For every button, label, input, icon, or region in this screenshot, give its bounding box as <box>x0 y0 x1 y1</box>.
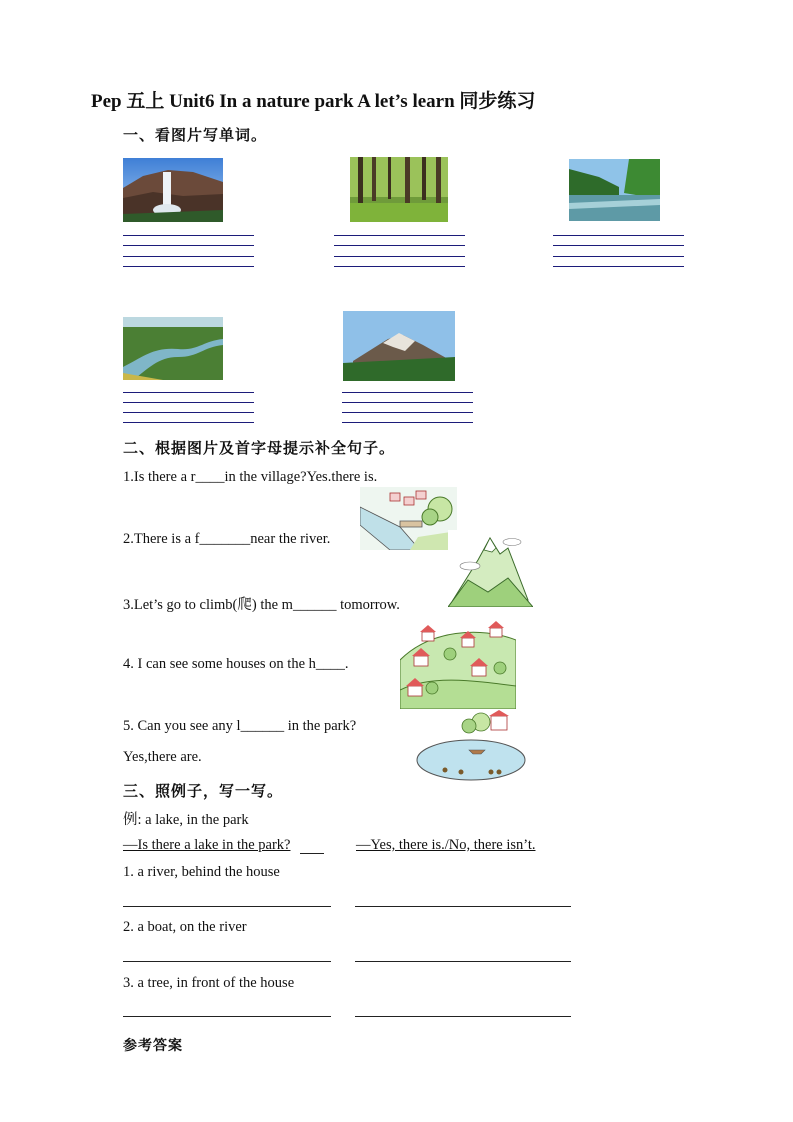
exercise-2: 2. a boat, on the river <box>123 919 247 935</box>
question-4: 4. I can see some houses on the h____. <box>123 656 349 672</box>
question-2: 2.There is a f_______near the river. <box>123 531 331 547</box>
question-5: 5. Can you see any l______ in the park? <box>123 718 357 734</box>
exercise-3: 3. a tree, in front of the house <box>123 975 295 991</box>
forest-picture <box>350 157 448 222</box>
village-river-picture <box>360 487 457 550</box>
question-5-answer: Yes,there are. <box>123 749 202 765</box>
section3-heading: 三、照例子，写一写。 <box>123 782 284 800</box>
exercise-1: 1. a river, behind the house <box>123 864 280 880</box>
example-label: 例: a lake, in the park <box>123 812 249 828</box>
park-lake-picture <box>415 710 527 782</box>
section2-heading: 二、根据图片及首字母提示补全句子。 <box>123 439 396 457</box>
section1-heading: 一、看图片写单词。 <box>123 126 268 144</box>
example-question: —Is there a lake in the park? <box>123 837 291 853</box>
mountain-picture <box>343 311 455 381</box>
question-1: 1.Is there a r____in the village?Yes.there is. <box>123 469 378 485</box>
example-answer: —Yes, there is./No, there isn’t. <box>356 837 536 853</box>
mountain-cartoon-picture <box>448 530 533 607</box>
river-picture <box>123 317 223 380</box>
waterfall-picture <box>123 158 223 222</box>
lake-picture <box>569 159 660 221</box>
answers-heading: 参考答案 <box>123 1038 183 1054</box>
question-3: 3.Let’s go to climb(爬) the m______ tomorrow. <box>123 597 400 613</box>
hill-houses-picture <box>400 620 516 709</box>
page-title: Pep 五上 Unit6 In a nature park A let’s learn 同步练习 <box>91 91 536 112</box>
